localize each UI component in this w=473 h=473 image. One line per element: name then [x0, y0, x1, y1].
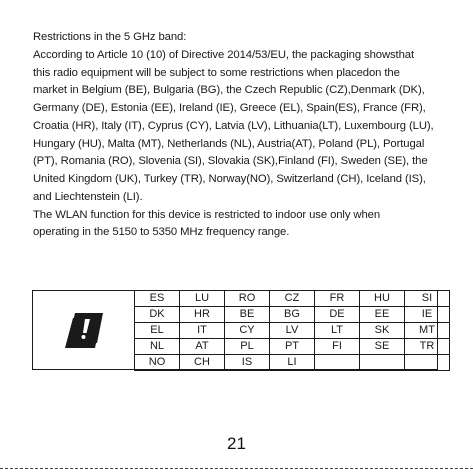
country-code-cell: CZ — [270, 291, 315, 307]
country-code-cell: LT — [315, 323, 360, 339]
country-code-cell: CY — [225, 323, 270, 339]
text-line: Germany (DE), Estonia (EE), Ireland (IE), Greece (EL), Spain(ES), France (FR), — [33, 102, 426, 114]
country-code-cell: DK — [135, 307, 180, 323]
country-code-cell: MT — [405, 323, 450, 339]
country-code-cell: SK — [360, 323, 405, 339]
warning-sign-icon — [61, 310, 107, 350]
text-line: According to Article 10 (10) of Directive 2014/53/EU, the packaging showsthat — [33, 48, 415, 61]
text-line: market in Belgium (BE), Bulgaria (BG), the Czech Republic (CZ),Denmark (DK), — [33, 84, 425, 97]
empty-cell — [315, 355, 360, 371]
text-line: Restrictions in the 5 GHz band: — [33, 31, 187, 43]
text-line: operating in the 5150 to 5350 MHz frequency range. — [33, 226, 290, 239]
country-code-cell: LI — [270, 355, 315, 371]
page-number: 21 — [227, 434, 246, 453]
country-code-cell: SE — [360, 339, 405, 355]
country-code-cell: IE — [405, 307, 450, 323]
country-code-cell: IS — [225, 355, 270, 371]
country-row — [135, 355, 450, 371]
country-code-cell: HR — [180, 307, 225, 323]
country-code-cell: BG — [270, 307, 315, 323]
text-line: Hungary (HU), Malta (MT), Netherlands (NL), Austria(AT), Poland (PL), Portugal — [33, 137, 425, 150]
restrictions-text — [33, 29, 448, 242]
country-row — [135, 339, 450, 355]
country-code-cell: PL — [225, 339, 270, 355]
restriction-warning-icon — [33, 291, 134, 369]
country-code-cell: NL — [135, 339, 180, 355]
country-code-cell: HU — [360, 291, 405, 307]
text-line: Croatia (HR), Italy (IT), Cyprus (CY), Latvia (LV), Lithuania(LT), Luxembourg (LU), — [33, 119, 434, 132]
text-line: (PT), Romania (RO), Slovenia (SI), Slovakia (SK),Finland (FI), Sweden (SE), the — [33, 155, 428, 168]
country-row — [135, 307, 450, 323]
country-code-cell: AT — [180, 339, 225, 355]
country-code-cell: LV — [270, 323, 315, 339]
text-line: this radio equipment will be subject to some restrictions when placedon the — [33, 66, 400, 79]
empty-cell — [405, 355, 450, 371]
country-code-cell: DE — [315, 307, 360, 323]
text-line: The WLAN function for this device is restricted to indoor use only when — [33, 208, 381, 221]
country-code-cell: BE — [225, 307, 270, 323]
text-line: and Liechtenstein (LI). — [33, 190, 143, 203]
country-code-cell: FI — [315, 339, 360, 355]
country-code-table — [134, 290, 450, 371]
country-code-cell: PT — [270, 339, 315, 355]
country-code-cell: EL — [135, 323, 180, 339]
country-code-cell: IT — [180, 323, 225, 339]
country-code-cell: TR — [405, 339, 450, 355]
text-line: United Kingdom (UK), Turkey (TR), Norway(NO), Switzerland (CH), Iceland (IS), — [33, 173, 426, 185]
country-code-cell: ES — [135, 291, 180, 307]
country-code-cell: EE — [360, 307, 405, 323]
country-row — [135, 291, 450, 307]
page-bottom-rule — [0, 468, 473, 469]
country-code-cell: FR — [315, 291, 360, 307]
country-code-cell: SI — [405, 291, 450, 307]
empty-cell — [360, 355, 405, 371]
country-code-cell: RO — [225, 291, 270, 307]
country-code-cell: CH — [180, 355, 225, 371]
country-code-cell: NO — [135, 355, 180, 371]
country-code-cell: LU — [180, 291, 225, 307]
country-row — [135, 323, 450, 339]
